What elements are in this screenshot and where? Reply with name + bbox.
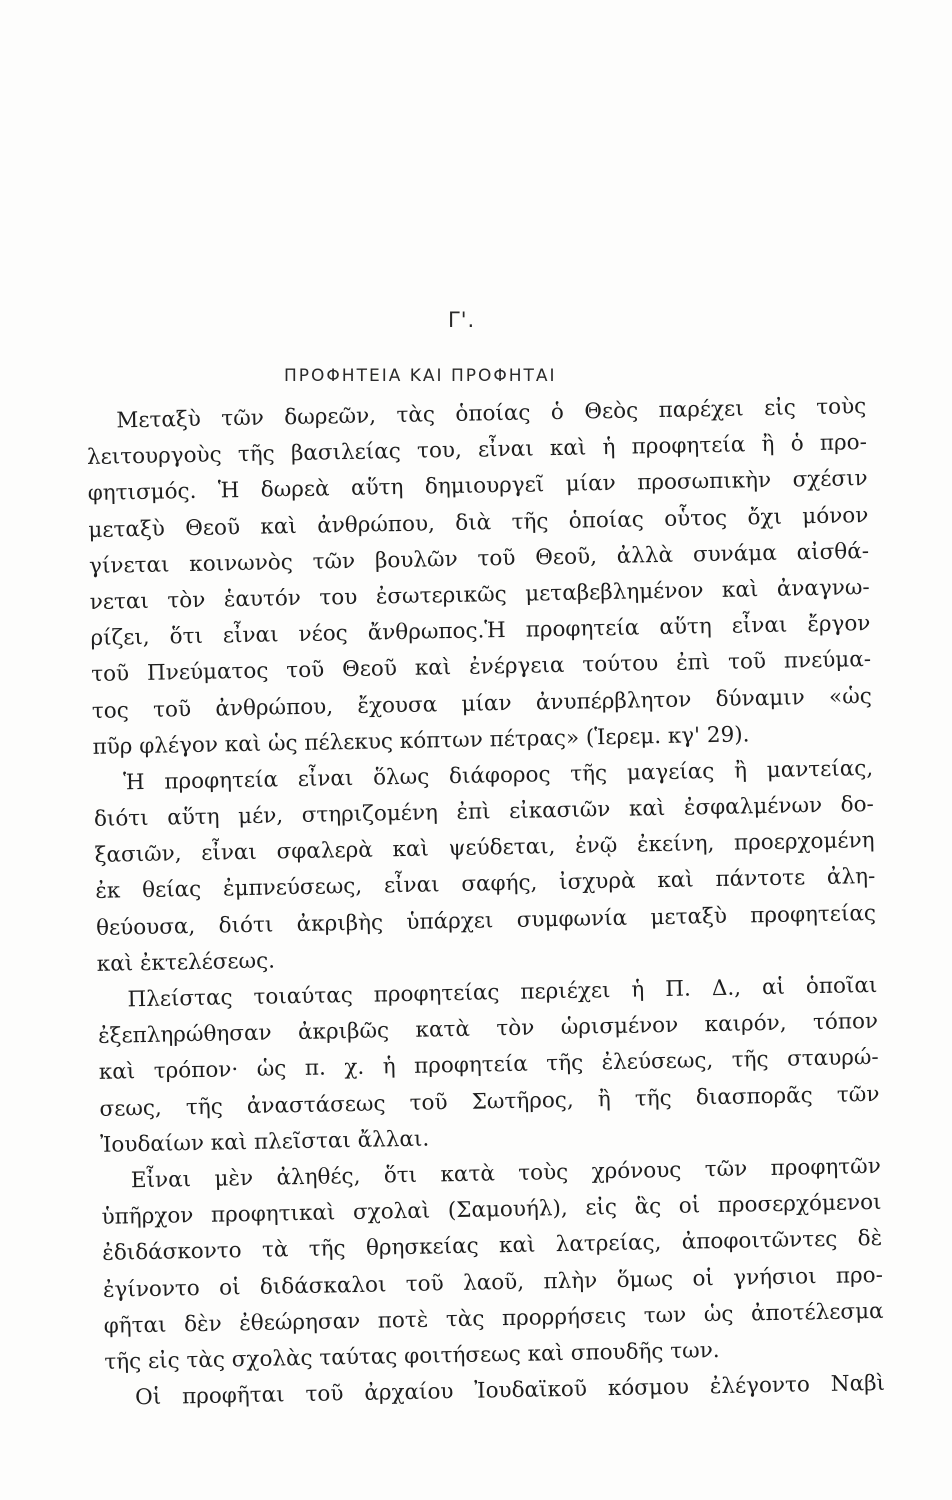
text-line: καὶ τρόπον· ὡς π. χ. ἡ προφητεία τῆς ἐλεύσεως, τῆς σταυρώ- xyxy=(98,1045,879,1086)
text-line: μεταξὺ Θεοῦ καὶ ἀνθρώπου, διὰ τῆς ὁποίας οὗτος ὄχι μόνον xyxy=(88,502,869,543)
body-text xyxy=(86,389,885,1417)
text-line: ἐκ θείας ἐμπνεύσεως, εἶναι σαφής, ἰσχυρὰ καὶ πάντοτε ἀλη- xyxy=(95,864,876,905)
text-line: πῦρ φλέγον καὶ ὡς πέλεκυς κόπτων πέτρας» (Ἱερεμ. κγ' 29). xyxy=(92,722,750,760)
text-line: ἐξεπληρώθησαν ἀκριβῶς κατὰ τὸν ὡρισμένον καιρόν, τόπον xyxy=(97,1009,879,1050)
text-line: ρίζει, ὅτι εἶναι νέος ἄνθρωπος.Ἡ προφητεία αὕτη εἶναι ἔργον xyxy=(90,611,871,652)
text-line: λειτουργοὺς τῆς βασιλείας του, εἶναι καὶ ἡ προφητεία ἢ ὁ προ- xyxy=(86,430,868,471)
text-line: ξασιῶν, εἶναι σφαλερὰ καὶ ψεύδεται, ἐνῷ ἐκείνη, προερχομένη xyxy=(94,828,875,869)
text-line: τοῦ Πνεύματος τοῦ Θεοῦ καὶ ἐνέργεια τούτου ἐπὶ τοῦ πνεύμα- xyxy=(90,647,872,688)
chapter-number: Γ'. xyxy=(448,308,476,332)
text-line: σεως, τῆς ἀναστάσεως τοῦ Σωτῆρος, ἢ τῆς διασπορᾶς τῶν xyxy=(99,1081,880,1122)
text-line: Μεταξὺ τῶν δωρεῶν, τὰς ὁποίας ὁ Θεὸς παρέχει εἰς τοὺς xyxy=(116,394,867,434)
text-line: διότι αὕτη μέν, στηριζομένη ἐπὶ εἰκασιῶν καὶ ἐσφαλμένων δο- xyxy=(93,792,875,832)
text-line: γίνεται κοινωνὸς τῶν βουλῶν τοῦ Θεοῦ, ἀλλὰ συνάμα αἰσθά- xyxy=(88,538,870,579)
text-line: καὶ ἐκτελέσεως. xyxy=(96,948,276,977)
text-line: τος τοῦ ἀνθρώπου, ἔχουσα μίαν ἀνυπέρβλητον δύναμιν «ὡς xyxy=(91,683,872,724)
text-line: ἐγίνοντο οἱ διδάσκαλοι τοῦ λαοῦ, πλὴν ὅμως οἱ γνήσιοι προ- xyxy=(102,1262,884,1303)
text-line: νεται τὸν ἑαυτόν του ἐσωτερικῶς μεταβεβλημένον καὶ ἀναγνω- xyxy=(89,574,870,615)
text-line: Πλείστας τοιαύτας προφητείας περιέχει ἡ Π. Δ., αἱ ὁποῖαι xyxy=(127,972,878,1013)
text-line: ἐδιδάσκοντο τὰ τῆς θρησκείας καὶ λατρείας, ἀποφοιτῶντες δὲ xyxy=(102,1226,883,1267)
text-line: Ἡ προφητεία εἶναι ὅλως διάφορος τῆς μαγείας ἢ μαντείας, xyxy=(123,755,874,796)
text-line: φητισμός. Ἡ δωρεὰ αὕτη δημιουργεῖ μίαν προσωπικὴν σχέσιν xyxy=(87,466,868,507)
text-line: ὑπῆρχον προφητικαὶ σχολαὶ (Σαμουήλ), εἰς ἃς οἱ προσερχόμενοι xyxy=(101,1190,882,1230)
text-line: Οἱ προφῆται τοῦ ἀρχαίου Ἰουδαϊκοῦ κόσμου ἐλέγοντο Ναβὶ xyxy=(134,1370,886,1411)
text-line: τῆς εἰς τὰς σχολὰς ταύτας φοιτήσεως καὶ σπουδῆς των. xyxy=(104,1337,720,1375)
chapter-title: ΠΡΟΦΗΤΕΙΑ ΚΑΙ ΠΡΟΦΗΤΑΙ xyxy=(284,366,557,386)
text-line: φῆται δὲν ἐθεώρησαν ποτὲ τὰς προρρήσεις των ὡς ἀποτέλεσμα xyxy=(103,1298,884,1339)
text-line: Εἶναι μὲν ἀληθές, ὅτι κατὰ τοὺς χρόνους τῶν προφητῶν xyxy=(130,1153,882,1194)
text-line: θεύουσα, διότι ἀκριβὴς ὑπάρχει συμφωνία μεταξὺ προφητείας xyxy=(95,900,877,941)
text-line: Ἰουδαίων καὶ πλεῖσται ἄλλαι. xyxy=(99,1126,430,1158)
